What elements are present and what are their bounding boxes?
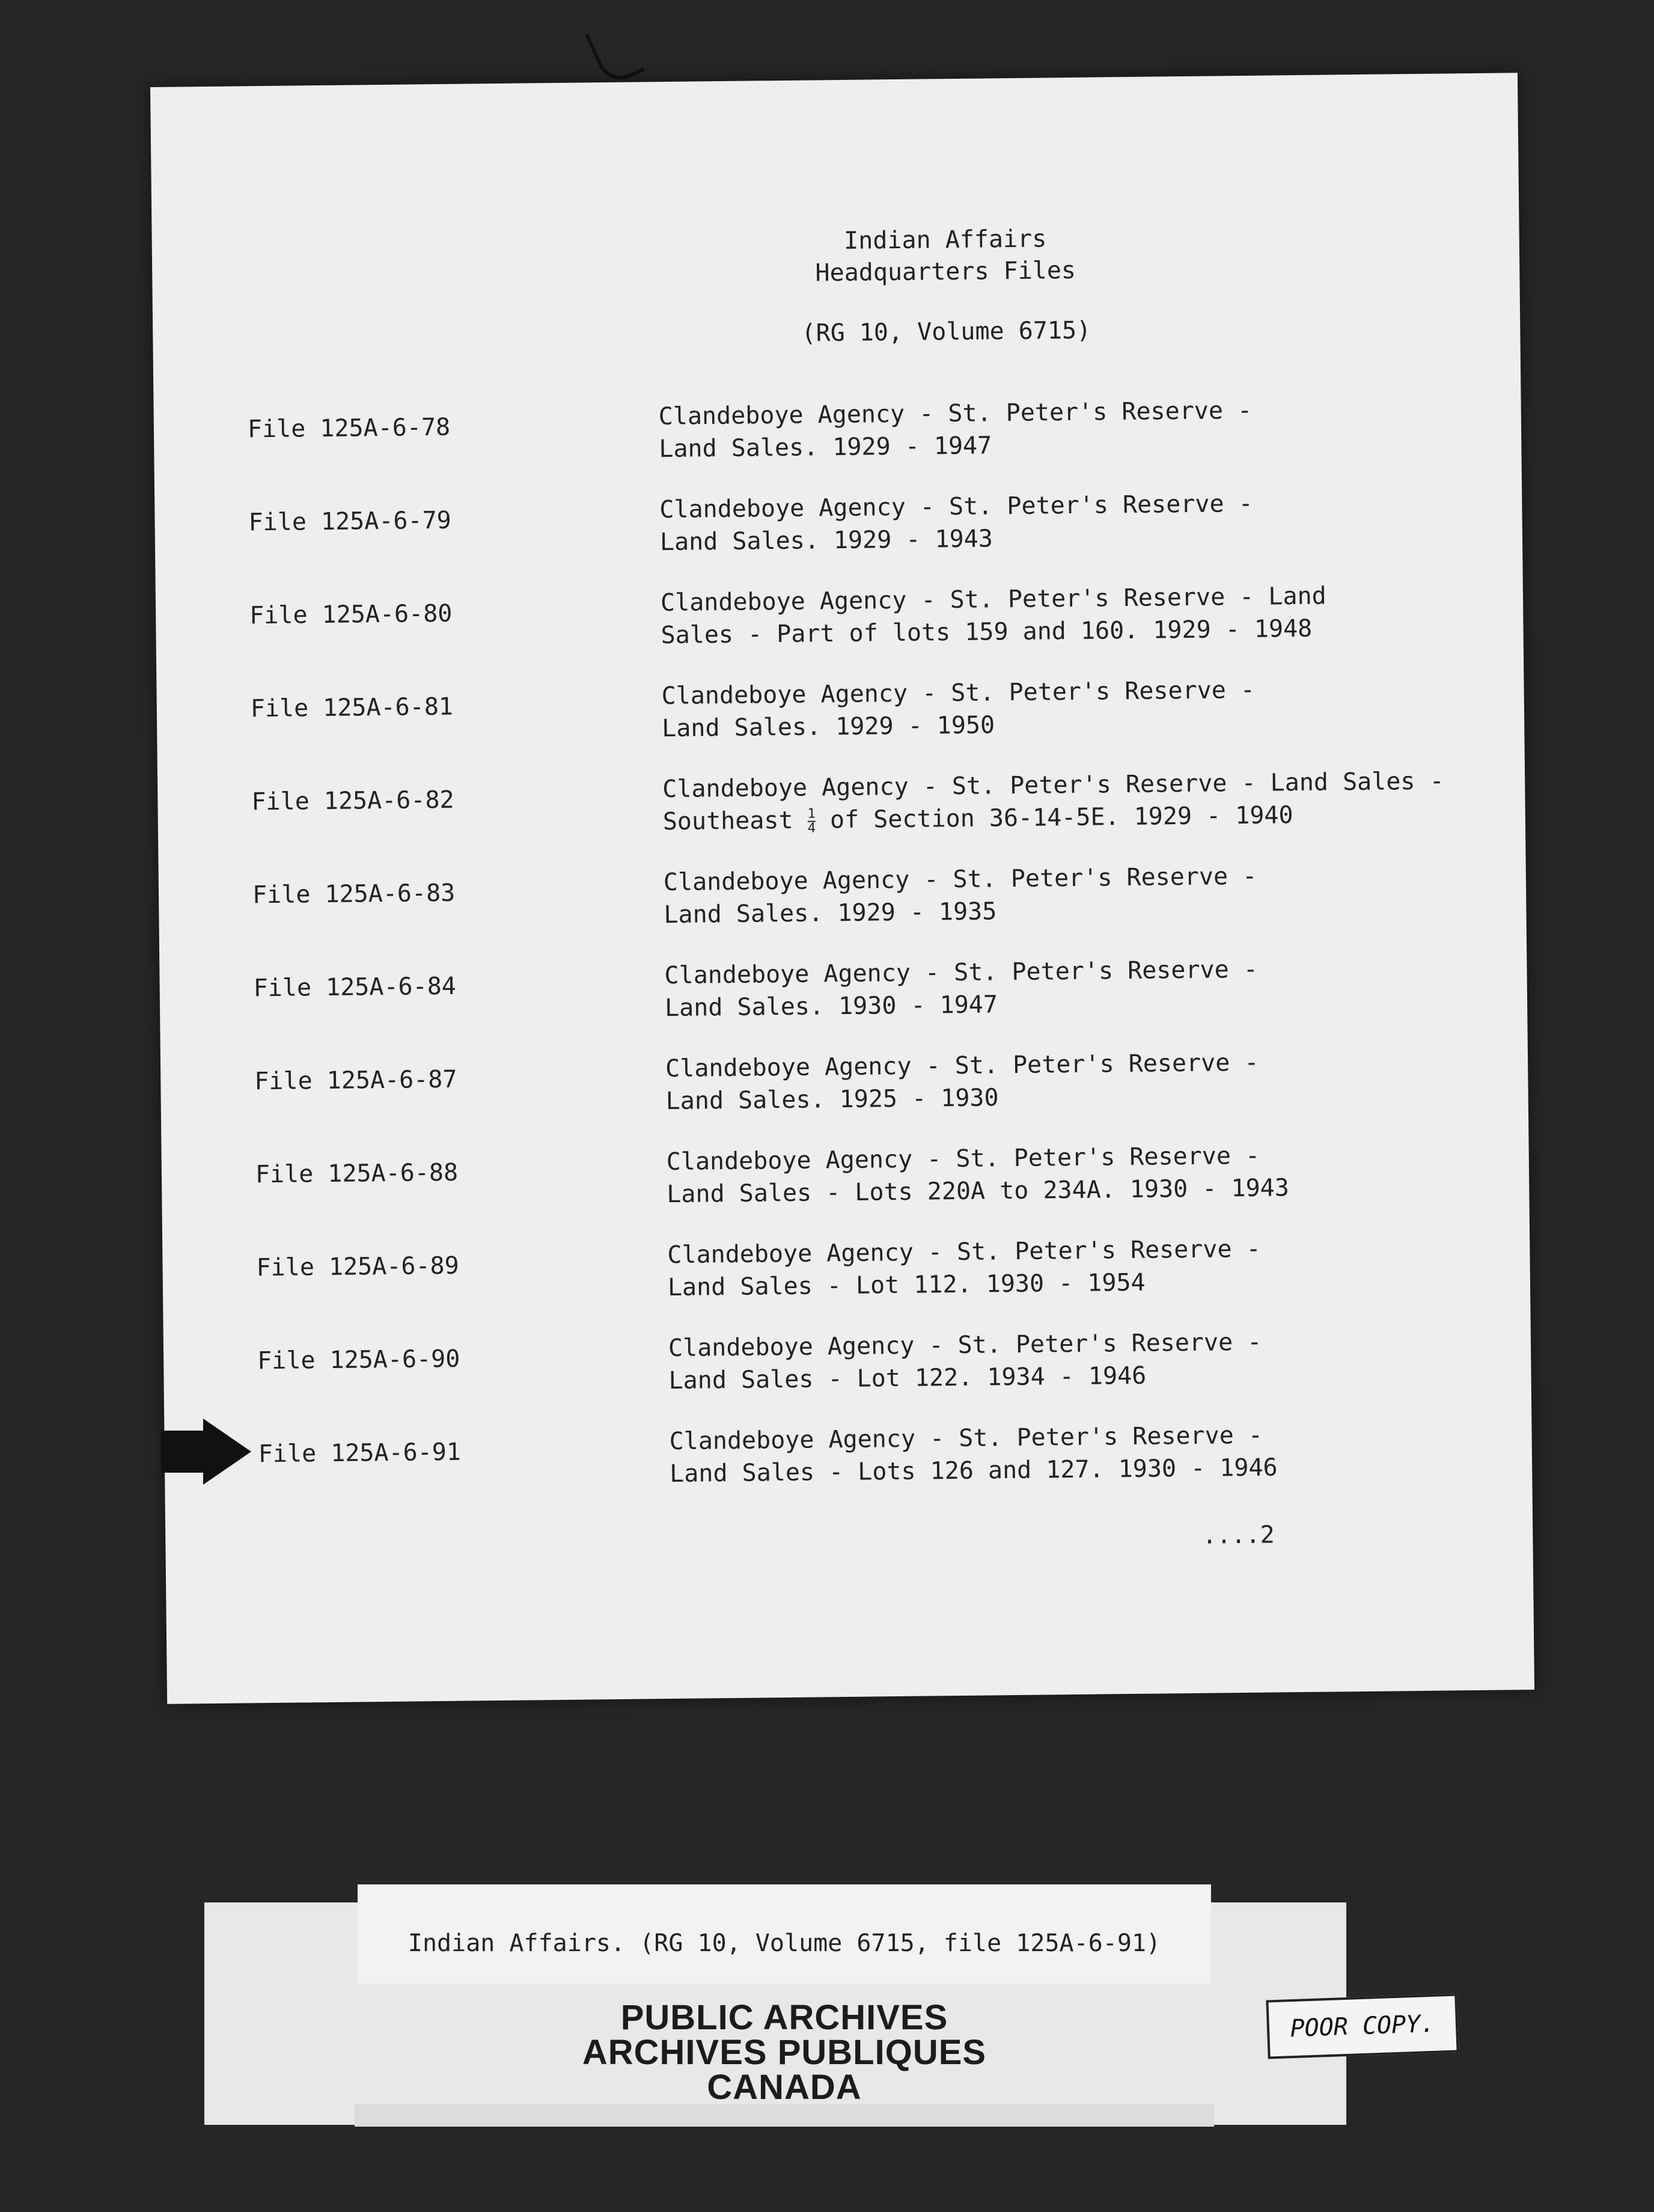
file-number: File 125A-6-91 (258, 1438, 462, 1468)
file-description: Clandeboye Agency - St. Peter's Reserve - Land Sales - Lots 220A to 234A. 1930 - 1943 (666, 1141, 1290, 1209)
list-item (154, 391, 1522, 478)
list-item (159, 950, 1527, 1037)
list-item (154, 484, 1522, 571)
list-item (156, 671, 1524, 757)
file-number: File 125A-6-90 (257, 1345, 460, 1375)
list-item (160, 1043, 1528, 1130)
file-description: Clandeboye Agency - St. Peter's Reserve - Land Sales. 1929 - 1950 (661, 676, 1256, 743)
archive-label-strip (355, 2104, 1214, 2127)
file-description: Clandeboye Agency - St. Peter's Reserve - Land Sales. 1929 - 1943 (659, 489, 1253, 557)
file-description: Clandeboye Agency - St. Peter's Reserve - Land Sales. 1929 - 1947 (658, 396, 1253, 463)
header-title: Indian Affairs (843, 225, 1047, 255)
file-number: File 125A-6-83 (252, 879, 456, 909)
list-item (159, 857, 1527, 944)
poor-copy-note: POOR COPY. (1266, 1993, 1459, 2059)
file-description: Clandeboye Agency - St. Peter's Reserve - Land Sales. 1929 - 1935 (663, 862, 1257, 929)
file-number: File 125A-6-88 (255, 1158, 459, 1189)
file-number: File 125A-6-82 (251, 786, 454, 816)
file-number: File 125A-6-81 (250, 692, 454, 723)
file-number: File 125A-6-87 (254, 1065, 457, 1096)
list-item (162, 1230, 1530, 1316)
file-number: File 125A-6-89 (256, 1251, 459, 1282)
stray-pen-mark (585, 19, 645, 88)
file-description: Clandeboye Agency - St. Peter's Reserve - Land Sales - Lot 112. 1930 - 1954 (667, 1235, 1261, 1302)
file-number: File 125A-6-80 (249, 599, 453, 630)
pointer-arrow-icon (161, 1419, 251, 1485)
file-number: File 125A-6-84 (253, 972, 457, 1003)
file-description: Clandeboye Agency - St. Peter's Reserve - Land Sales - Southeast $\frac{1}{4}$ of Section 36-14-5E. 1929 - 1940 (662, 767, 1444, 836)
list-item (163, 1323, 1531, 1410)
file-number: File 125A-6-79 (248, 506, 451, 537)
file-description: Clandeboye Agency - St. Peter's Reserve - Land Sales. 1930 - 1947 (664, 955, 1259, 1022)
list-item (156, 578, 1524, 664)
archive-reference-label (358, 1884, 1211, 1984)
file-description: Clandeboye Agency - St. Peter's Reserve - Land Sales - Lots 126 and 127. 1930 - 1946 (669, 1421, 1278, 1488)
file-number: File 125A-6-78 (247, 413, 451, 444)
list-item (164, 1416, 1532, 1503)
file-description: Clandeboye Agency - St. Peter's Reserve - Land Sales. 1925 - 1930 (665, 1048, 1259, 1116)
header-subtitle: Headquarters Files (815, 256, 1076, 287)
file-description: Clandeboye Agency - St. Peter's Reserve - Land Sales - Lot 122. 1934 - 1946 (668, 1328, 1262, 1395)
list-item (157, 764, 1525, 851)
fraction: $\frac{1}{4}$ (807, 806, 816, 836)
archive-reference: Indian Affairs. (RG 10, Volume 6715, file 125A-6-91) (407, 1929, 1161, 1957)
file-description: Clandeboye Agency - St. Peter's Reserve - Land Sales - Part of lots 159 and 160. 1929 - 1948 (660, 582, 1326, 650)
document-page (150, 73, 1534, 1704)
archives-stamp: PUBLIC ARCHIVES ARCHIVES PUBLIQUES CANADA (582, 1998, 987, 2107)
list-item (162, 1137, 1530, 1223)
header-volume: (RG 10, Volume 6715) (801, 316, 1091, 347)
page-number: ....2 (1202, 1521, 1275, 1550)
